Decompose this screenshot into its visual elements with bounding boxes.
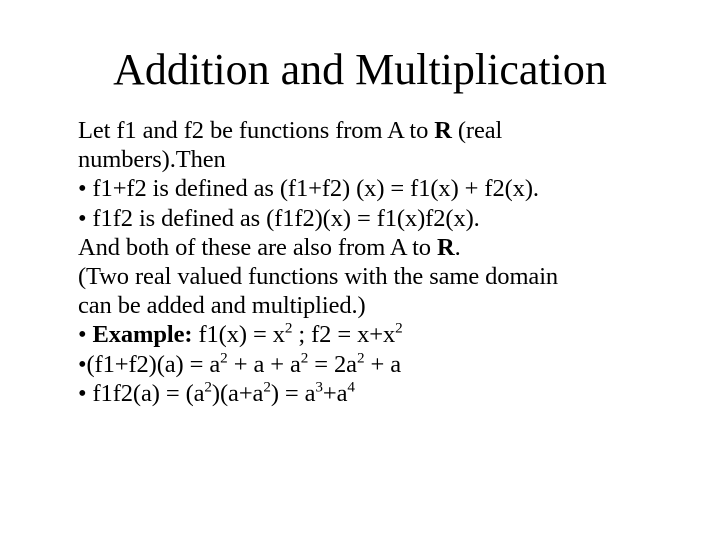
text-run: ; f2 = x+x: [292, 321, 396, 349]
text-run: + a: [364, 350, 402, 378]
exponent: 2: [220, 349, 228, 367]
exponent: 2: [356, 349, 365, 367]
text-run: • f1f2 is defined as (f1f2)(x) = f1(x)f2(x).: [78, 204, 480, 232]
body-line-4: [78, 204, 678, 233]
text-run: And both of these are also from A to: [78, 233, 437, 261]
body-line-1: [78, 116, 678, 145]
body-line-8: [78, 320, 678, 349]
exponent: 2: [284, 320, 293, 338]
text-run: = 2a: [308, 350, 357, 378]
text-run: numbers).Then: [78, 146, 226, 174]
text-run: • f1f2(a) = (a: [78, 379, 205, 407]
text-run: •(f1+f2)(a) = a: [78, 350, 221, 378]
text-run: )(a+a: [211, 379, 264, 407]
bold-R: R: [434, 117, 452, 144]
bullet: •: [78, 321, 93, 349]
text-run: +a: [322, 379, 348, 407]
exponent: 2: [204, 378, 212, 396]
body-line-9: [78, 350, 678, 379]
slide-title: Addition and Multiplication: [113, 45, 607, 94]
body-line-10: [78, 379, 678, 408]
slide-body: [78, 116, 678, 408]
text-run: f1(x) = x: [192, 321, 285, 349]
body-line-5: [78, 233, 678, 262]
text-run: can be added and multiplied.): [78, 292, 366, 320]
bold-R: R: [436, 233, 455, 261]
text-run: Let f1 and f2 be functions from A to: [78, 117, 435, 144]
text-run: (real: [451, 117, 503, 144]
text-run: .: [454, 233, 461, 261]
exponent: 3: [315, 378, 323, 396]
body-line-3: [78, 174, 678, 203]
text-run: + a + a: [227, 350, 301, 378]
body-line-7: [78, 291, 678, 320]
body-line-2: [78, 145, 678, 174]
exponent: 2: [300, 349, 309, 367]
text-run: • f1+f2 is defined as (f1+f2) (x) = f1(x) + f2(x).: [78, 175, 539, 203]
exponent: 2: [395, 320, 403, 338]
exponent: 2: [263, 378, 271, 396]
body-line-6: [78, 262, 678, 291]
text-run: (Two real valued functions with the same domain: [78, 263, 559, 291]
exponent: 4: [347, 378, 355, 396]
example-label: Example:: [92, 321, 193, 349]
text-run: ) = a: [270, 379, 316, 407]
